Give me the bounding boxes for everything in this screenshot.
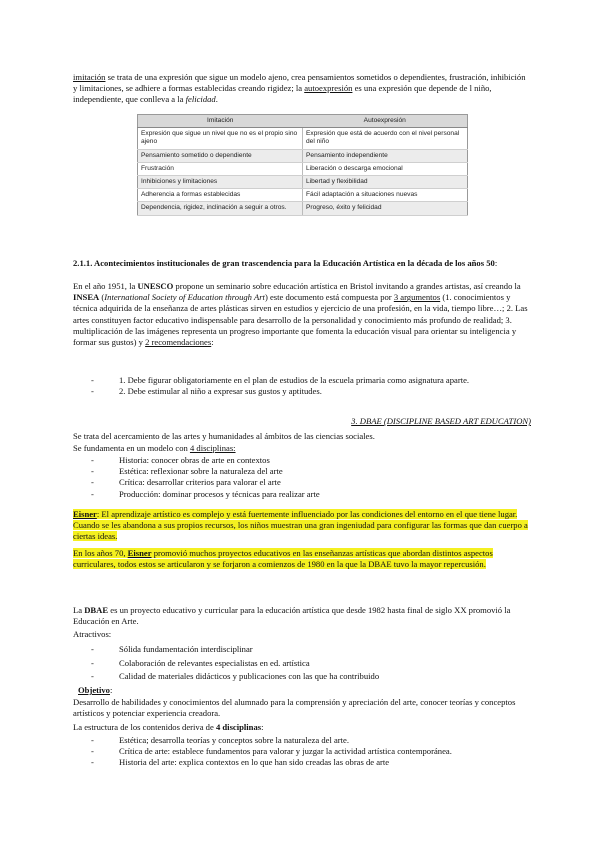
unesco-label: UNESCO <box>137 281 174 291</box>
table-cell: Dependencia, rigidez, inclinación a seguir a otros. <box>138 202 303 215</box>
list-item: - Crítica: desarrollar criterios para valorar el arte <box>73 477 531 488</box>
recommendations-link: 2 recomendaciones <box>145 337 212 348</box>
table-cell: Inhibiciones y limitaciones <box>138 176 303 189</box>
eisner-name: Eisner <box>127 548 152 558</box>
table-cell: Progreso, éxito y felicidad <box>303 202 468 215</box>
arguments-link: 3 argumentos <box>393 292 441 303</box>
list-item: - 2. Debe estimular al niño a expresar sus gustos y aptitudes. <box>73 386 531 397</box>
eisner-name: Eisner <box>73 509 97 519</box>
list-item: - Calidad de materiales didácticos y publicaciones con las que ha contribuido <box>73 670 531 684</box>
table-cell: Fácil adaptación a situaciones nuevas <box>303 189 468 202</box>
insea-label: INSEA <box>73 292 100 303</box>
section-3-model: Se fundamenta en un modelo con 4 disciplinas: <box>73 443 236 453</box>
list-item: - Historia: conocer obras de arte en contextos <box>73 455 531 466</box>
comparison-table <box>137 114 468 216</box>
table-cell: Liberación o descarga emocional <box>303 162 468 175</box>
table-cell: Libertad y flexibilidad <box>303 176 468 189</box>
term-imitacion: imitación <box>73 72 106 82</box>
dbae-label: DBAE <box>84 605 109 615</box>
table-cell: Adherencia a formas establecidas <box>138 189 303 202</box>
table-row <box>138 128 468 149</box>
list-item: - 1. Debe figurar obligatoriamente en el plan de estudios de la escuela primaria como asignatura aparte. <box>73 375 531 386</box>
contenidos-list <box>73 735 531 769</box>
term-autoexpresion: autoexpresión <box>304 83 353 94</box>
list-item: - Historia del arte: explica contextos en lo que han sido creadas las obras de arte <box>73 757 531 768</box>
table-row <box>138 149 468 162</box>
dbae-paragraph: La DBAE es un proyecto educativo y curricular para la educación artística que desde 1982 hasta final de siglo XX promovió la Educación en Arte. <box>73 605 511 627</box>
table-cell: Expresión que está de acuerdo con el nivel personal del niño <box>303 128 468 149</box>
table-row <box>138 162 468 175</box>
table-row <box>138 176 468 189</box>
eisner-paragraph-2: En los años 70, Eisner promovió muchos proyectos educativos en las enseñanzas artísticas que abordan distintos aspectos curriculares, todos estos se articularon y se forjaron a comienzos de 1980 en la que la DBAE tuvo la mayor repercusión. <box>73 548 493 570</box>
list-item: - Sólida fundamentación interdisciplinar <box>73 643 531 657</box>
list-item: - Colaboración de relevantes especialistas en ed. artística <box>73 657 531 671</box>
objetivo-paragraph: Desarrollo de habilidades y conocimientos del alumnado para la comprensión y apreciación del arte, conocer teorías y conceptos artísticos y potenciar experiencia creadora. <box>73 697 516 719</box>
atractivos-label: Atractivos: <box>73 629 112 639</box>
table-header: Autoexpresión <box>303 115 468 128</box>
table-row <box>138 202 468 215</box>
estructura-paragraph: La estructura de los contenidos deriva de 4 disciplinas: <box>73 722 264 732</box>
table-cell: Pensamiento sometido o dependiente <box>138 149 303 162</box>
table-row <box>138 189 468 202</box>
table-header: Imitación <box>138 115 303 128</box>
table-cell: Pensamiento independiente <box>303 149 468 162</box>
section-211-heading: 2.1.1. Acontecimientos institucionales de gran trascendencia para la Educación Artística en la década de los años 50: <box>73 258 498 268</box>
list-item: - Estética; desarrolla teorías y conceptos sobre la naturaleza del arte. <box>73 735 531 746</box>
atractivos-list <box>73 643 531 684</box>
recommendations-list <box>73 375 531 397</box>
intro-paragraph: imitación se trata de una expresión que sigue un modelo ajeno, crea pensamientos sometidos o dependientes, frustración, inhibición y limitaciones, se adhiere a formas establecidas creando rigidez; la autoexpresión es una expresión que depende de l niño, independiente, que conlleva a la felicidad. <box>73 72 526 105</box>
section-3-heading: 3. DBAE (DISCIPLINE BASED ART EDUCATION) <box>351 416 531 426</box>
list-item: - Estética: reflexionar sobre la naturaleza del arte <box>73 466 531 477</box>
table-header-row <box>138 115 468 128</box>
disciplines-link: 4 disciplinas: <box>189 443 236 453</box>
section-3-intro: Se trata del acercamiento de las artes y humanidades al ámbitos de las ciencias sociales. <box>73 431 375 441</box>
disciplines-list <box>73 455 531 500</box>
term-felicidad: felicidad <box>185 94 216 105</box>
insea-full-name: International Society of Education through Art <box>104 292 265 303</box>
table-cell: Frustración <box>138 162 303 175</box>
objetivo-heading: Objetivo: <box>78 685 113 695</box>
section-211-paragraph: En el año 1951, la UNESCO propone un seminario sobre educación artística en Bristol invitando a grandes artistas, así creando la INSEA (International Society of Education through Art) este documento está compuesta por 3 argumentos (1. conocimientos y técnica adquirida de la enseñanza de artes plásticas sirven en estudios y ejercicio de una profesión, en la vida, tiempo libre…; 2. Las artes constituyen factor educativo indispensable para desarrollo de la personalidad y conocimiento más profundo de realidad; 3. multiplicación de las imágenes representa un progreso importante que fomenta la educación visual para orientar su inteligencia y formar sus gustos) y 2 recomendaciones: <box>73 281 528 348</box>
table-cell: Expresión que sigue un nivel que no es el propio sino ajeno <box>138 128 303 149</box>
eisner-paragraph-1: Eisner: El aprendizaje artístico es complejo y está fuertemente influenciado por las condiciones del entorno en el que tiene lugar. Cuando se les abandona a sus propios recursos, los niños muestran una gran ingeniudad para configurar las formas que dan cuerpo a ciertas ideas. <box>73 509 528 542</box>
list-item: - Crítica de arte: establece fundamentos para valorar y juzgar la actividad artística contemporánea. <box>73 746 531 757</box>
list-item: - Producción: dominar procesos y técnicas para realizar arte <box>73 489 531 500</box>
